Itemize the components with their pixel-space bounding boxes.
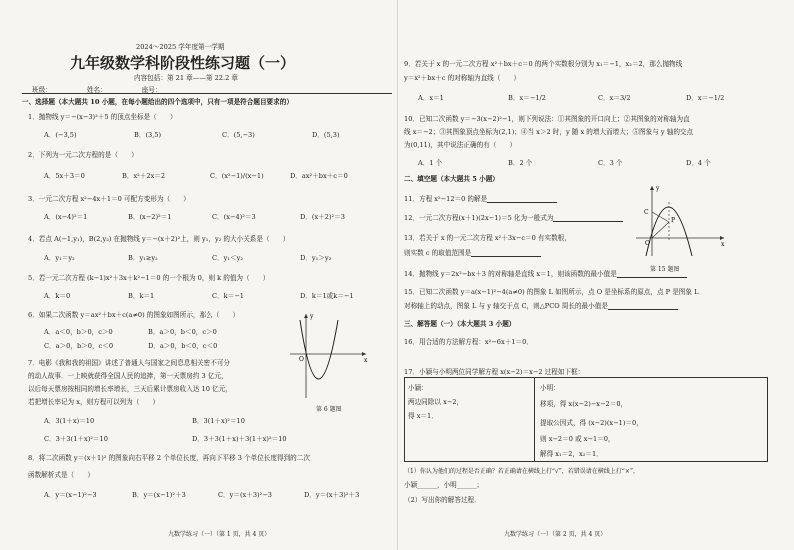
- q11-answer-blank[interactable]: [487, 196, 557, 203]
- question-4: 4．若点 A(−1,y₁)，B(2,y₂) 在抛物线 y＝−(x＋2)²上，则 y₁，y₂ 的大小关系是（ ）: [28, 235, 290, 243]
- question-10-line-2: 线 x＝−2；③其图象顶点坐标为(2,1)；④当 x＞2 时，y 随 x 的增大而增大；⑤图象与 y 轴的交点: [404, 128, 694, 136]
- question-10-line-3: 为(0,11)，其中说法正确的有（ ）: [404, 141, 517, 149]
- footer-right: 九数学练习（一）（第 2 页，共 4 页）: [504, 531, 607, 538]
- school-year: 2024～2025 学年度第一学期: [136, 43, 225, 51]
- q8-option-d[interactable]: D．y＝(x＋3)²＋3: [304, 491, 360, 499]
- q7-option-c[interactable]: C．3＋3(1＋x)²＝10: [44, 435, 108, 443]
- question-2: 2．下列为一元二次方程的是（ ）: [28, 151, 138, 159]
- ming-step-2: 提取公因式，得 (x−2)(x−1)＝0，: [540, 419, 643, 427]
- fig15-y-label: y: [656, 185, 660, 192]
- q6-option-d[interactable]: D．a＞0，b＜0，c＜0: [148, 342, 218, 350]
- fig15-origin-label: O: [645, 240, 650, 247]
- question-7-line-1: 7．电影《我和我的祖国》讲述了普通人与国家之间息息相关密不可分: [28, 359, 231, 367]
- page-title: 九年级数学科阶段性练习题（一）: [70, 54, 296, 72]
- fig15-point-c: C: [644, 209, 649, 216]
- question-6: 6．如果二次函数 y＝ax²＋bx＋c(a≠0) 的图象如图所示，那么（ ）: [28, 311, 240, 319]
- q7-option-a[interactable]: A．3(1＋x)＝10: [44, 417, 95, 425]
- question-1: 1．抛物线 y＝−(x−3)²＋5 的顶点坐标是（ ）: [28, 113, 177, 121]
- question-17: 17．小颖与小明两位同学解方程 x(x−2)＝x−2 过程如下框：: [404, 368, 585, 376]
- question-3: 3．一元二次方程 x²−4x＋1＝0 可配方变形为（ ）: [28, 195, 190, 203]
- q1-option-b[interactable]: B．(3,5): [134, 131, 162, 139]
- q9-option-a[interactable]: A．x＝1: [418, 94, 444, 102]
- q11-text: 11．方程 x²−12＝0 的解是: [404, 195, 488, 203]
- q4-option-b[interactable]: B．y₁≥y₂: [128, 254, 158, 262]
- section-1-heading: 一、选择题（本大题共 10 小题，在每小题给出的四个选项中，只有一项是符合题目要求的）: [22, 98, 293, 106]
- q13-answer-blank[interactable]: [471, 250, 541, 257]
- ming-step-3: 则 x−2＝0 或 x−1＝0，: [540, 435, 615, 443]
- q4-option-c[interactable]: C．y₁＜y₂: [212, 254, 243, 262]
- q10-option-c[interactable]: C．3 个: [598, 159, 623, 167]
- q2-option-b[interactable]: B．x²＋2x＝2: [122, 172, 166, 180]
- q1-option-d[interactable]: D．(5,3): [312, 131, 340, 139]
- q5-option-a[interactable]: A．k＝0: [44, 292, 71, 300]
- ying-name: 小颖：: [408, 384, 428, 392]
- q3-option-c[interactable]: C．(x−4)²＝3: [212, 213, 256, 221]
- question-12: [404, 212, 623, 222]
- q17-sub-1-answers[interactable]: 小颖______，小明______；: [404, 481, 484, 489]
- question-9-line-2: y＝x²＋bx＋c 的对称轴为直线（ ）: [404, 74, 521, 82]
- q17-sub-2: （2）写出你的解答过程．: [404, 496, 481, 504]
- q12-answer-blank[interactable]: [553, 215, 623, 222]
- q3-option-d[interactable]: D．(x＋2)²＝3: [300, 213, 345, 221]
- ming-step-1: 移项，得 x(x−2)−x−2＝0，: [540, 400, 628, 408]
- q2-option-a[interactable]: A．5x＋3＝0: [44, 172, 85, 180]
- question-5: 5．若一元二次方程 (k−1)x²＋3x＋k²−1＝0 的一个根为 0，则 k 的值为（ ）: [28, 274, 270, 282]
- q4-option-d[interactable]: D．y₁＞y₂: [300, 254, 332, 262]
- figure-6-caption: 第 6 题图: [316, 406, 342, 413]
- ming-step-4: 解得 x₁＝2，x₂＝1．: [540, 450, 603, 458]
- q9-option-b[interactable]: B．x＝−1/2: [508, 94, 546, 102]
- q7-option-d[interactable]: D．3＋3(1＋x)＋3(1＋x)²＝10: [192, 435, 287, 443]
- question-13-line-1: 13．若关于 x 的一元二次方程 x²＋3x−c＝0 有实数根，: [404, 234, 571, 242]
- question-7-line-2: 的动人故事．一上映就获得全国人民的追捧，第一天票房约 3 亿元，: [28, 372, 228, 380]
- page-fold: [397, 0, 398, 550]
- ying-step-1: 两边同除以 x−2，: [408, 398, 464, 406]
- q1-option-a[interactable]: A．(−3,5): [44, 131, 77, 139]
- q9-option-c[interactable]: C．x＝3/2: [598, 94, 631, 102]
- fig6-y-label: y: [310, 313, 314, 320]
- q8-option-b[interactable]: B．y＝(x−1)²＋3: [132, 491, 186, 499]
- footer-left: 九数学练习（一）（第 1 页，共 4 页）: [168, 531, 271, 538]
- q15-answer-blank[interactable]: [608, 303, 678, 310]
- question-8-line-1: 8．将二次函数 y＝(x＋1)² 的图象向右平移 2 个单位长度，再向下平移 3 个单位长度得到的二次: [28, 454, 310, 462]
- q7-option-b[interactable]: B．3(1＋x)²＝10: [192, 417, 245, 425]
- q10-option-b[interactable]: B．2 个: [508, 159, 533, 167]
- q4-option-a[interactable]: A．y₁＝y₂: [44, 254, 75, 262]
- question-15-line-1: 15．已知二次函数 y＝a(x−1)²−4(a≠0) 的图象 L 如图所示，点 O 是坐标系的原点，点 P 是图象 L: [404, 288, 699, 296]
- figure-15-caption: 第 15 题图: [650, 266, 680, 273]
- fig6-origin-label: O: [299, 356, 304, 363]
- question-7-line-3: 以后每天票房按相同的增长率增长，三天后累计票房收入达 10 亿元，: [28, 385, 232, 393]
- figure-6-parabola: [286, 310, 370, 402]
- fig15-point-p: P: [671, 217, 676, 224]
- q6-option-b[interactable]: B．a＞0，b＜0，c＞0: [148, 328, 217, 336]
- figure-15-parabola: [632, 182, 728, 262]
- question-13-line-2: [404, 247, 541, 257]
- q1-option-c[interactable]: C．(5,−3): [222, 131, 255, 139]
- table-divider: [534, 377, 535, 461]
- q6-option-c[interactable]: C．a＞0，b＞0，c＜0: [44, 342, 114, 350]
- header-divider: [22, 93, 392, 94]
- q5-option-c[interactable]: C．k＝−1: [212, 292, 244, 300]
- q10-option-d[interactable]: D．4 个: [686, 159, 711, 167]
- ming-name: 小明：: [540, 384, 560, 392]
- q8-option-c[interactable]: C．y＝(x＋3)²−3: [218, 491, 272, 499]
- content-scope: 内容包括：第 21 章——第 22.2 章: [134, 74, 238, 82]
- q6-option-a[interactable]: A．a＜0，b＞0，c＞0: [44, 328, 113, 336]
- question-8-line-2: 函数解析式是（ ）: [28, 471, 94, 479]
- q13-text: 则实数 c 的取值范围是: [404, 249, 472, 257]
- question-16: 16．用合适的方法解方程：x²−6x＋1＝0．: [404, 338, 533, 346]
- question-7-line-4: 若把增长率记为 x，则方程可以列为（ ）: [28, 398, 160, 406]
- student-fields[interactable]: 班级：__________ 姓名：__________ 座号：__________: [32, 86, 195, 94]
- ying-step-2: 得 x＝1．: [408, 412, 438, 420]
- section-3-heading: 三、解答题（一）（本大题共 3 小题）: [404, 320, 516, 328]
- q2-option-d[interactable]: D．ax²＋bx＋c＝0: [290, 172, 348, 180]
- question-10-line-1: 10．已知二次函数 y＝−3(x−2)²−1，则下列说法：①其图象的开口向上；②其图象的对称轴为直: [404, 115, 690, 123]
- question-11: [404, 193, 557, 203]
- left-page: [22, 0, 392, 550]
- question-9-line-1: 9．若关于 x 的一元二次方程 x²＋bx＋c＝0 的两个实数根分别为 x₁＝−1，x₂＝2，那么抛物线: [404, 60, 683, 68]
- fig6-x-label: x: [364, 357, 368, 364]
- q3-option-b[interactable]: B．(x−2)²＝1: [128, 213, 172, 221]
- q15-text: 对称轴上的动点，图象 L 与 y 轴交于点 C，则△PCO 周长的最小值是: [404, 302, 608, 310]
- q12-text: 12．一元二次方程(x＋1)(2x−1)＝5 化为一般式为: [404, 214, 554, 222]
- q2-option-c[interactable]: C．(x²−1)/(x−1): [210, 172, 264, 180]
- q3-option-a[interactable]: A．(x−4)²＝1: [44, 213, 88, 221]
- question-14: [404, 268, 687, 278]
- q8-option-a[interactable]: A．y＝(x−1)²−3: [44, 491, 97, 499]
- right-page: [404, 0, 774, 550]
- q10-option-a[interactable]: A．1 个: [418, 159, 443, 167]
- q9-option-d[interactable]: D．x＝−1/2: [686, 94, 725, 102]
- q14-text: 14．抛物线 y＝2x²−bx＋3 的对称轴是直线 x＝1，则该函数的最小值是: [404, 270, 617, 278]
- question-15-line-2: [404, 300, 678, 310]
- q5-option-b[interactable]: B．k＝1: [128, 292, 155, 300]
- q5-option-d[interactable]: D．k＝1或k＝−1: [300, 292, 354, 300]
- section-2-heading: 二、填空题（本大题共 5 小题）: [404, 175, 499, 183]
- fig15-x-label: x: [721, 241, 725, 248]
- q17-sub-1: （1）你认为他们的过程是否正确？若正确请在横线上打“√”，若错误请在横线上打“×”，: [404, 468, 639, 475]
